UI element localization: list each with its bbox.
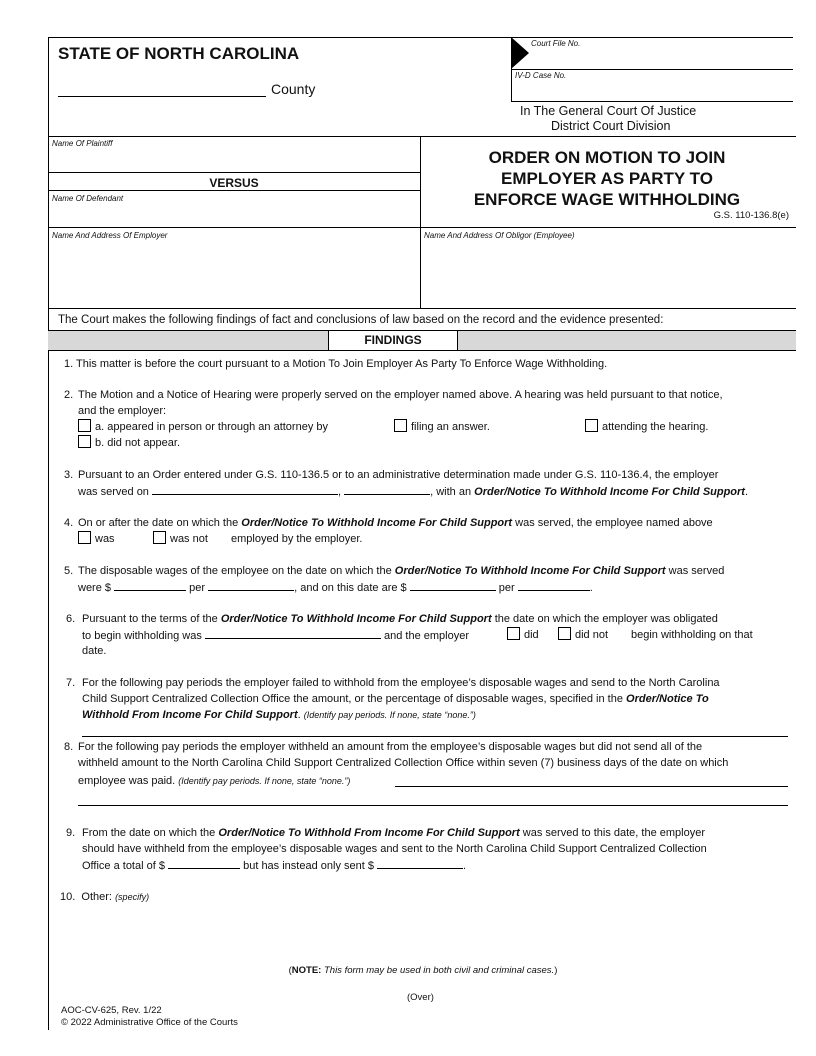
finding-7-period: .	[297, 709, 301, 721]
finding-3-line1: Pursuant to an Order entered under G.S. 110-136.5 or to an administrative determination made under G.S. 110-136.4, the employer	[78, 469, 719, 481]
checkbox-did-not-appear[interactable]	[78, 435, 91, 448]
plaintiff-label: Name Of Plaintiff	[52, 139, 113, 148]
finding-8-number: 8.	[64, 741, 74, 753]
court-file-label: Court File No.	[531, 39, 581, 48]
attending-label: attending the hearing.	[602, 421, 709, 433]
checkbox-did[interactable]	[507, 627, 520, 640]
finding-6-text-d: and the employer	[383, 630, 469, 642]
finding-7-order-b: Withhold From Income For Child Support	[82, 709, 298, 721]
served-on-label: was served on	[78, 486, 149, 498]
finding-4-option-was[interactable]	[78, 531, 115, 547]
finding-7-line3	[82, 707, 476, 723]
current-period-blank[interactable]	[518, 579, 590, 591]
court-file-arrow-icon	[511, 37, 529, 69]
defendant-label: Name Of Defendant	[52, 194, 124, 203]
wages-amount-blank[interactable]	[114, 579, 186, 591]
finding-9-order: Order/Notice To Withhold From Income For Child Support	[218, 827, 520, 839]
finding-4-text-b: was served, the employee named above	[515, 517, 713, 529]
finding-9-text-c: Office a total of $	[82, 860, 165, 872]
current-wages-blank[interactable]	[410, 579, 496, 591]
finding-4-employed: employed by the employer.	[231, 533, 363, 545]
finding-7-line1: For the following pay periods the employer failed to withhold from the employee’s disposable wages and send to the North Carolina	[82, 677, 720, 689]
form-title	[420, 147, 794, 210]
checkbox-appeared[interactable]	[78, 419, 91, 432]
finding-8-line1: For the following pay periods the employer withheld an amount from the employee’s disposable wages but did not send all of the	[78, 741, 703, 753]
finding-9-number: 9.	[66, 827, 76, 839]
filing-answer-label: filing an answer.	[411, 421, 490, 433]
obligor-label: Name And Address Of Obligor (Employee)	[424, 231, 575, 240]
county-blank[interactable]	[58, 96, 266, 97]
finding-6-text-c: to begin withholding was	[82, 630, 202, 642]
finding-9-line1	[82, 825, 705, 841]
finding-4-option-was-not[interactable]	[153, 531, 208, 547]
finding-9-text-d: but has instead only sent $	[243, 860, 374, 872]
over-label: (Over)	[407, 992, 434, 1003]
served-on-comma: ,	[338, 486, 342, 498]
finding-6-text-a: Pursuant to the terms of the	[82, 613, 218, 625]
finding-10-hint: (specify)	[115, 892, 150, 902]
title-line1: ORDER ON MOTION TO JOIN	[488, 148, 726, 167]
form-id: AOC-CV-625, Rev. 1/22	[61, 1005, 162, 1016]
order-title-ref: Order/Notice To Withhold Income For Child Support	[474, 486, 745, 498]
option-a-label: a. appeared in person or through an attorney by	[95, 421, 328, 433]
finding-6-order: Order/Notice To Withhold Income For Child Support	[220, 613, 492, 625]
finding-9-period: .	[463, 860, 467, 872]
statute-ref: G.S. 110-136.8(e)	[713, 210, 789, 221]
finding-5-line1	[78, 563, 724, 579]
finding-2-line1: The Motion and a Notice of Hearing were properly served on the employer named above. A hearing was held pursuant to that notice,	[78, 389, 723, 401]
finding-5-order: Order/Notice To Withhold Income For Child Support	[394, 565, 666, 577]
finding-3-line2	[78, 483, 748, 500]
finding-2-number: 2.	[64, 389, 74, 401]
court-line1: In The General Court Of Justice	[520, 104, 697, 118]
served-on-date-blank[interactable]	[152, 483, 338, 495]
finding-6-text-b: the date on which the employer was obligated	[494, 613, 718, 625]
finding-7-hint: (Identify pay periods. If none, state “none.”)	[303, 710, 476, 720]
intro-text: The Court makes the following findings of fact and conclusions of law based on the record and the evidence presented:	[58, 314, 664, 326]
finding-8-answer-line1[interactable]	[395, 786, 788, 787]
finding-9-text-b: was served to this date, the employer	[522, 827, 706, 839]
finding-7-number: 7.	[66, 677, 76, 689]
finding-6-number: 6.	[66, 613, 76, 625]
finding-8-answer-line2[interactable]	[78, 805, 788, 806]
finding-6-line1	[82, 611, 718, 627]
served-on-year-blank[interactable]	[344, 483, 430, 495]
checkbox-was-not[interactable]	[153, 531, 166, 544]
finding-6-option-did[interactable]	[507, 627, 539, 643]
county-label: County	[271, 81, 316, 97]
finding-10	[60, 889, 149, 905]
today-label: , and on this date are $	[294, 582, 407, 594]
checkbox-did-not[interactable]	[558, 627, 571, 640]
checkbox-filing-answer[interactable]	[394, 419, 407, 432]
finding-7-text-a: Child Support Centralized Collection Office the amount, or the percentage of disposable wages, specified in the	[82, 693, 623, 705]
did-not-label: did not	[575, 629, 609, 641]
finding-5-line2	[78, 579, 593, 596]
employer-label: Name And Address Of Employer	[52, 231, 168, 240]
finding-2-option-a[interactable]	[78, 419, 328, 435]
finding-4-number: 4.	[64, 517, 74, 529]
total-owed-blank[interactable]	[168, 857, 240, 869]
finding-2-option-b[interactable]	[78, 435, 180, 451]
finding-5-number: 5.	[64, 565, 74, 577]
finding-2-option-filing[interactable]	[394, 419, 490, 435]
finding-7-answer-line[interactable]	[82, 736, 788, 737]
option-b-label: b. did not appear.	[95, 437, 181, 449]
finding-2-line2: and the employer:	[78, 405, 167, 417]
versus-label: VERSUS	[209, 176, 259, 190]
note-text: This form may be used in both civil and criminal cases.	[323, 965, 555, 976]
was-not-label: was not	[170, 533, 208, 545]
state-title: STATE OF NORTH CAROLINA	[58, 44, 300, 63]
finding-7-order-a: Order/Notice To	[626, 693, 709, 705]
begin-withholding-date-blank[interactable]	[205, 627, 381, 639]
finding-8-hint: (Identify pay periods. If none, state “none.”)	[178, 776, 351, 786]
finding-9-line3	[82, 857, 466, 874]
findings-header: FINDINGS	[328, 331, 458, 350]
finding-4-text-a: On or after the date on which the	[78, 517, 239, 529]
finding-10-label: Other:	[81, 891, 112, 903]
did-label: did	[524, 629, 539, 641]
note-label: NOTE:	[291, 965, 322, 976]
finding-3-period: .	[744, 486, 749, 498]
finding-7-line2	[82, 691, 709, 707]
copyright: © 2022 Administrative Office of the Courts	[61, 1017, 238, 1028]
title-line3: ENFORCE WAGE WITHHOLDING	[473, 190, 741, 209]
finding-2-option-attending[interactable]	[585, 419, 708, 435]
finding-4-order: Order/Notice To Withhold Income For Child Support	[241, 517, 513, 529]
finding-5-period: .	[589, 582, 593, 594]
court-line2: District Court Division	[551, 119, 671, 133]
per2-label: per	[498, 582, 515, 594]
total-sent-blank[interactable]	[377, 857, 463, 869]
title-line2: EMPLOYER AS PARTY TO	[501, 169, 713, 188]
finding-9-line2: should have withheld from the employee’s disposable wages and sent to the North Carolina Child Support Centralized Collection	[82, 843, 707, 855]
finding-3-number: 3.	[64, 469, 74, 481]
checkbox-attending-hearing[interactable]	[585, 419, 598, 432]
ivd-case-label: IV-D Case No.	[515, 71, 567, 80]
per-label: per	[189, 582, 206, 594]
finding-4-line1	[78, 515, 713, 531]
checkbox-was[interactable]	[78, 531, 91, 544]
finding-6-option-did-not[interactable]	[558, 627, 608, 643]
were-label: were $	[78, 582, 112, 594]
finding-9-text-a: From the date on which the	[82, 827, 216, 839]
finding-10-number: 10.	[60, 891, 76, 903]
finding-8-text: employee was paid.	[78, 775, 176, 787]
finding-8-line2: withheld amount to the North Carolina Child Support Centralized Collection Office within seven (7) business days of the date on which	[78, 757, 729, 769]
footer-note: (NOTE: This form may be used in both civil and criminal cases.)	[288, 965, 558, 976]
finding-5-text-b: was served	[668, 565, 725, 577]
finding-5-text-a: The disposable wages of the employee on the date on which the	[78, 565, 392, 577]
finding-6-line2	[82, 627, 469, 644]
finding-6-line3: date.	[82, 645, 107, 657]
with-an-label: , with an	[430, 486, 472, 498]
finding-8-line3	[78, 773, 350, 789]
finding-6-text-e: begin withholding on that	[631, 629, 753, 641]
finding-1: 1. This matter is before the court pursuant to a Motion To Join Employer As Party To Enforce Wage Withholding.	[64, 358, 608, 370]
wages-period-blank[interactable]	[208, 579, 294, 591]
was-label: was	[95, 533, 115, 545]
